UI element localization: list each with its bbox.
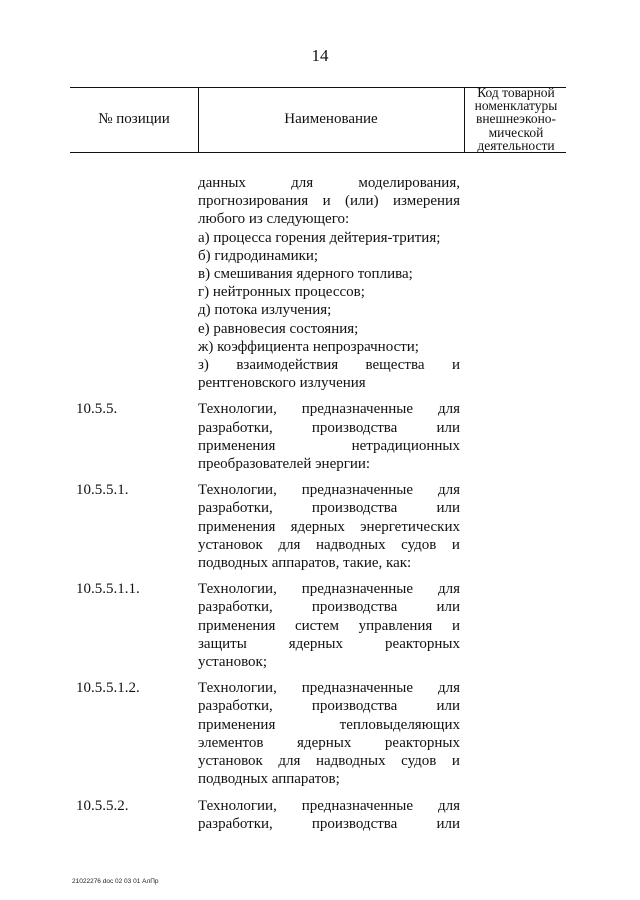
position-number: 10.5.5.1.2. — [76, 680, 140, 697]
description-line: Технологии, предназначенные для — [198, 797, 460, 814]
row-spacer — [0, 392, 640, 400]
position-number: 10.5.5.1. — [76, 482, 129, 499]
position-number: 10.5.5.2. — [76, 797, 129, 814]
header-code-line: мической — [488, 124, 544, 140]
item-description — [198, 580, 460, 671]
description-line: Технологии, предназначенные для — [198, 401, 460, 418]
header-code-line: деятельности — [477, 137, 555, 153]
description-line: Технологии, предназначенные для — [198, 581, 460, 598]
footer-doc-code: 21022276 doc 02 03 01 АлПр — [72, 878, 159, 885]
description-line: рентгеновского излучения — [198, 375, 366, 392]
item-description — [198, 400, 460, 473]
description-line: а) процесса горения дейтерия-трития; — [198, 229, 441, 246]
description-line: е) равновесия состояния; — [198, 320, 359, 337]
header-name-column: Наименование — [284, 111, 378, 127]
description-line: установок для надводных судов и — [198, 536, 460, 553]
item-description — [198, 481, 460, 572]
description-line: Технологии, предназначенные для — [198, 680, 460, 697]
description-line: данных для моделирования, — [198, 175, 460, 191]
description-line: любого из следующего: — [198, 211, 350, 228]
description-line: подводных аппаратов, такие, как: — [198, 555, 412, 572]
description-line: применения систем управления и — [198, 617, 460, 634]
description-line: преобразователей энергии: — [198, 456, 371, 473]
description-line: прогнозирования и (или) измерения — [198, 193, 460, 210]
item-description — [198, 679, 460, 788]
header-code-line: Код товарной — [477, 85, 555, 100]
description-line: применения нетрадиционных — [198, 437, 460, 454]
table-row — [0, 679, 640, 788]
description-line: разработки, производства или — [198, 500, 460, 517]
row-spacer — [0, 671, 640, 679]
description-line: подводных аппаратов; — [198, 771, 340, 788]
position-number: 10.5.5. — [76, 401, 118, 418]
description-line: защиты ядерных реакторных — [198, 635, 460, 652]
description-line: г) нейтронных процессов; — [198, 284, 365, 301]
header-position-column: № позиции — [98, 111, 170, 127]
table-row — [0, 400, 640, 473]
description-line: установок для надводных судов и — [198, 753, 460, 770]
item-description — [198, 797, 460, 833]
description-line: разработки, производства или — [198, 698, 460, 715]
row-spacer — [0, 572, 640, 580]
description-line: ж) коэффициента непрозрачности; — [198, 338, 419, 355]
description-line: Технологии, предназначенные для — [198, 482, 460, 499]
table-row — [0, 580, 640, 671]
description-line: б) гидродинамики; — [198, 247, 319, 264]
table-row — [0, 174, 640, 392]
description-line: разработки, производства или — [198, 599, 460, 616]
header-code-line: номенклатуры — [474, 98, 558, 114]
description-line: применения тепловыделяющих — [198, 716, 460, 733]
table-row — [0, 481, 640, 572]
page-number: 14 — [311, 46, 329, 65]
description-line: разработки, производства или — [198, 815, 460, 832]
row-spacer — [0, 473, 640, 481]
description-line: д) потока излучения; — [198, 302, 332, 319]
description-line: в) смешивания ядерного топлива; — [198, 266, 413, 283]
description-line: з) взаимодействия вещества и — [198, 357, 460, 374]
header-code-column — [465, 86, 567, 152]
header-code-line: внешнеэконо- — [475, 111, 557, 127]
table-body — [0, 174, 640, 833]
description-line: применения ядерных энергетических — [198, 518, 460, 535]
item-description — [198, 174, 460, 392]
description-line: установок; — [198, 654, 268, 671]
description-line: элементов ядерных реакторных — [198, 734, 460, 751]
description-line: разработки, производства или — [198, 419, 460, 436]
position-number: 10.5.5.1.1. — [76, 581, 140, 598]
row-spacer — [0, 789, 640, 797]
table-row — [0, 797, 640, 833]
